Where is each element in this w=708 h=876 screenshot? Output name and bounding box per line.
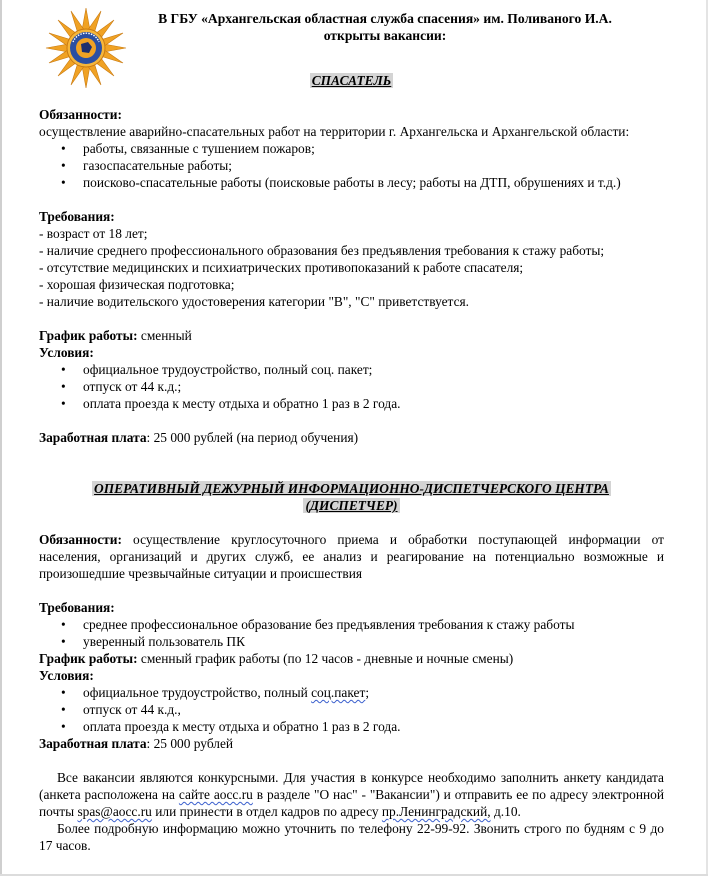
requirement-line: - отсутствие медицинских и психиатрических противопоказаний к работе спасателя; bbox=[39, 260, 524, 275]
vacancy-2-salary: Заработная плата: 25 000 рублей bbox=[39, 736, 234, 751]
document-header bbox=[150, 10, 620, 44]
requirement-line: - хорошая физическая подготовка; bbox=[39, 277, 235, 292]
list-item: • отпуск от 44 к.д.; bbox=[83, 378, 664, 395]
vacancy-2-conditions-list bbox=[39, 684, 664, 735]
list-item: • среднее профессиональное образование без предъявления требования к стажу работы bbox=[83, 616, 664, 633]
vacancy-1-title: СПАСАТЕЛЬ bbox=[311, 73, 392, 88]
list-item: • уверенный пользователь ПК bbox=[83, 633, 664, 650]
vacancy-2-schedule: График работы: сменный график работы (по 12 часов - дневные и ночные смены) bbox=[39, 651, 514, 666]
vacancy-2-requirements-list bbox=[39, 616, 664, 650]
list-item: • официальное трудоустройство, полный соц.пакет; bbox=[83, 684, 664, 701]
vacancy-1-duties-label: Обязанности: bbox=[39, 107, 122, 122]
header-line-2: открыты вакансии: bbox=[323, 28, 447, 43]
vacancy-1-duties-list bbox=[39, 140, 664, 191]
vacancy-2-requirements-label: Требования: bbox=[39, 600, 115, 615]
vacancy-1-duties-text: осуществление аварийно-спасательных работ на территории г. Архангельска и Архангельской области: bbox=[39, 124, 630, 139]
header-line-1: В ГБУ «Архангельская областная служба спасения» им. Поливаного И.А. bbox=[158, 11, 612, 26]
requirement-line: - наличие водительского удостоверения категории "В", "С" приветствуется. bbox=[39, 294, 470, 309]
vacancy-1-conditions-label: Условия: bbox=[39, 345, 94, 360]
address-text: пр.Ленинградский, bbox=[381, 804, 491, 819]
vacancy-2-title: ОПЕРАТИВНЫЙ ДЕЖУРНЫЙ ИНФОРМАЦИОННО-ДИСПЕТЧЕРСКОГО ЦЕНТРА (ДИСПЕТЧЕР) bbox=[94, 481, 609, 513]
vacancy-1-conditions-list bbox=[39, 361, 664, 412]
vacancy-2-duties: Обязанности: осуществление круглосуточного приема и обработки поступающей информации от населения, организаций и других служб, ее анализ и реагирование на потенциально возможные и произошедшие чрезвычайные ситуации и происшествия bbox=[39, 532, 664, 581]
vacancy-2-conditions-label: Условия: bbox=[39, 668, 94, 683]
site-link[interactable]: сайте aocc.ru bbox=[178, 787, 253, 802]
vacancy-1-schedule: График работы: сменный bbox=[39, 328, 192, 343]
list-item: • газоспасательные работы; bbox=[83, 157, 664, 174]
requirement-line: - наличие среднего профессионального образования без предъявления требования к стажу работы; bbox=[39, 243, 605, 258]
footer-paragraph-1: Все вакансии являются конкурсными. Для участия в конкурсе необходимо заполнить анкету кандидата (анкета расположена на сайте aocc.ru в разделе "О нас" - "Вакансии") и отправить ее по адресу электронной почты spas@aocc.ru или принести в отдел кадров по адресу пр.Ленинградский, д.10. bbox=[39, 770, 665, 819]
list-item: • отпуск от 44 к.д., bbox=[83, 701, 664, 718]
email-link[interactable]: spas@aocc.ru bbox=[77, 804, 152, 819]
list-item: • официальное трудоустройство, полный соц. пакет; bbox=[83, 361, 664, 378]
requirement-line: - возраст от 18 лет; bbox=[39, 226, 148, 241]
page-edge-left bbox=[0, 0, 2, 876]
list-item: • оплата проезда к месту отдыха и обратно 1 раз в 2 года. bbox=[83, 395, 664, 412]
vacancy-1-requirements-label: Требования: bbox=[39, 209, 115, 224]
vacancy-1-salary: Заработная плата: 25 000 рублей (на период обучения) bbox=[39, 430, 359, 445]
footer-paragraph-2: Более подробную информацию можно уточнить по телефону 22-99-92. Звонить строго по будням с 9 до 17 часов. bbox=[39, 821, 664, 853]
list-item: • поисково-спасательные работы (поисковые работы в лесу; работы на ДТП, обрушениях и т.д.) bbox=[83, 174, 664, 191]
document-body bbox=[39, 72, 664, 854]
list-item: • оплата проезда к месту отдыха и обратно 1 раз в 2 года. bbox=[83, 718, 664, 735]
list-item: • работы, связанные с тушением пожаров; bbox=[83, 140, 664, 157]
